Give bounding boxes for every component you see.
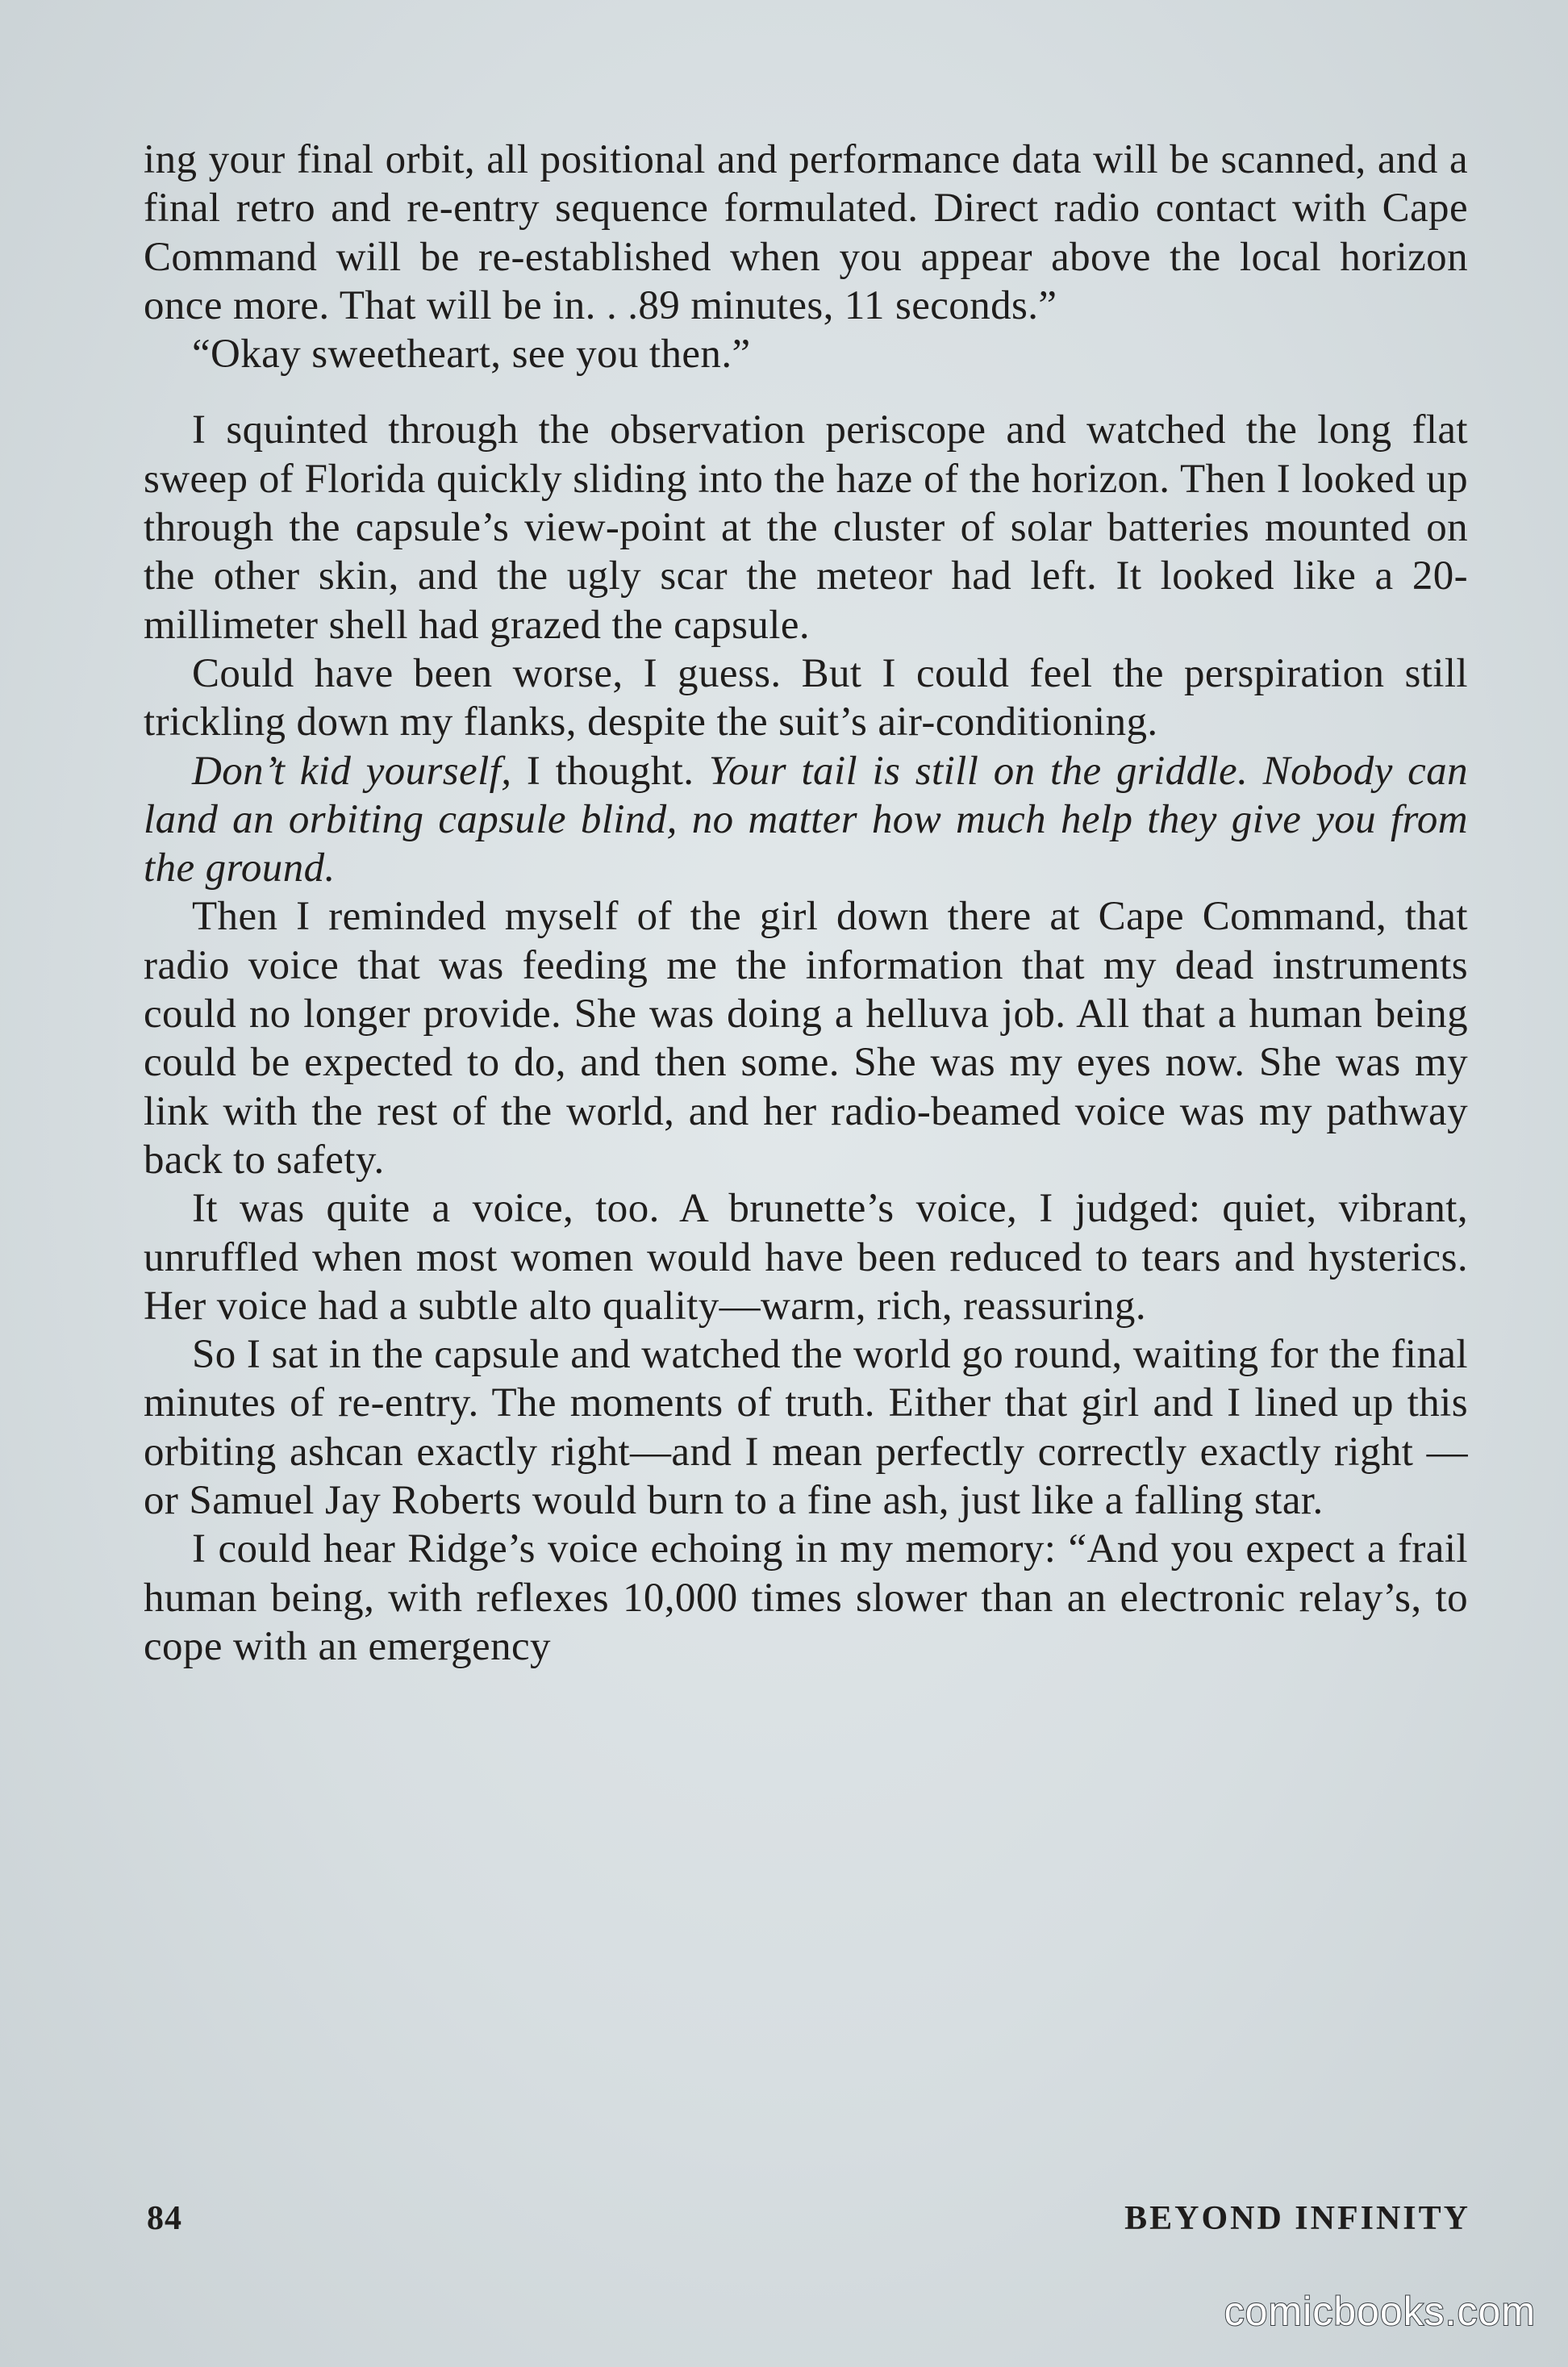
paragraph-9: I could hear Ridge’s voice echoing in my memory: “And you expect a frail human being, with reflexes 10,000 times slower than an electronic relay’s, to cope with an emergency [144,1526,1468,1669]
italic-thought-2: Your tail is still on the griddle. Nobody can land an orbiting capsule blind, no matter how much help they give you from the ground. [144,748,1469,891]
paragraph-2: “Okay sweetheart, see you then.” [192,332,751,378]
paragraph-5 [144,747,1468,893]
page-number: 84 [147,2200,182,2237]
thought-attribution: I thought. [511,748,709,794]
paragraph-4: Could have been worse, I guess. But I could feel the perspiration still trickling down my flanks, despite the suit’s air-conditioning. [144,650,1468,745]
italic-thought-1: Don’t kid yourself, [192,748,512,794]
paragraph-3: I squinted through the observation periscope and watched the long flat sweep of Florida quickly sliding into the haze of the horizon. Then I looked up through the capsule’s view-point at the cluster of solar batteries mounted on the other skin, and the ugly scar the meteor had left. It looked like a 20-millimeter shell had grazed the capsule. [144,407,1468,648]
paragraph-8: So I sat in the capsule and watched the world go round, waiting for the final minutes of re-entry. The moments of truth. Either that girl and I lined up this orbiting ashcan exactly right—and I mean perfectly correctly exactly right —or Samuel Jay Roberts would burn to a fine ash, just like a falling star. [144,1332,1468,1524]
paragraph-1: ing your final orbit, all positional and performance data will be scanned, and a final retro and re-entry sequence formulated. Direct radio contact with Cape Command will be re-established when you appear above the local horizon once more. That will be in. . .89 minutes, 11 seconds.” [144,137,1468,328]
body-text [144,136,1468,1671]
paragraph-7: It was quite a voice, too. A brunette’s voice, I judged: quiet, vibrant, unruffled when most women would have been reduced to tears and hysterics. Her voice had a subtle alto quality—warm, rich, reassuring. [144,1186,1468,1329]
paragraph-6: Then I reminded myself of the girl down there at Cape Command, that radio voice that was feeding me the information that my dead instruments could no longer provide. She was doing a helluva job. All that a human being could be expected to do, and then some. She was my eyes now. She was my link with the rest of the world, and her radio-beamed voice was my pathway back to safety. [144,894,1468,1183]
watermark: comicbooks.com [1224,2289,1536,2334]
running-title: BEYOND INFINITY [1124,2200,1470,2237]
